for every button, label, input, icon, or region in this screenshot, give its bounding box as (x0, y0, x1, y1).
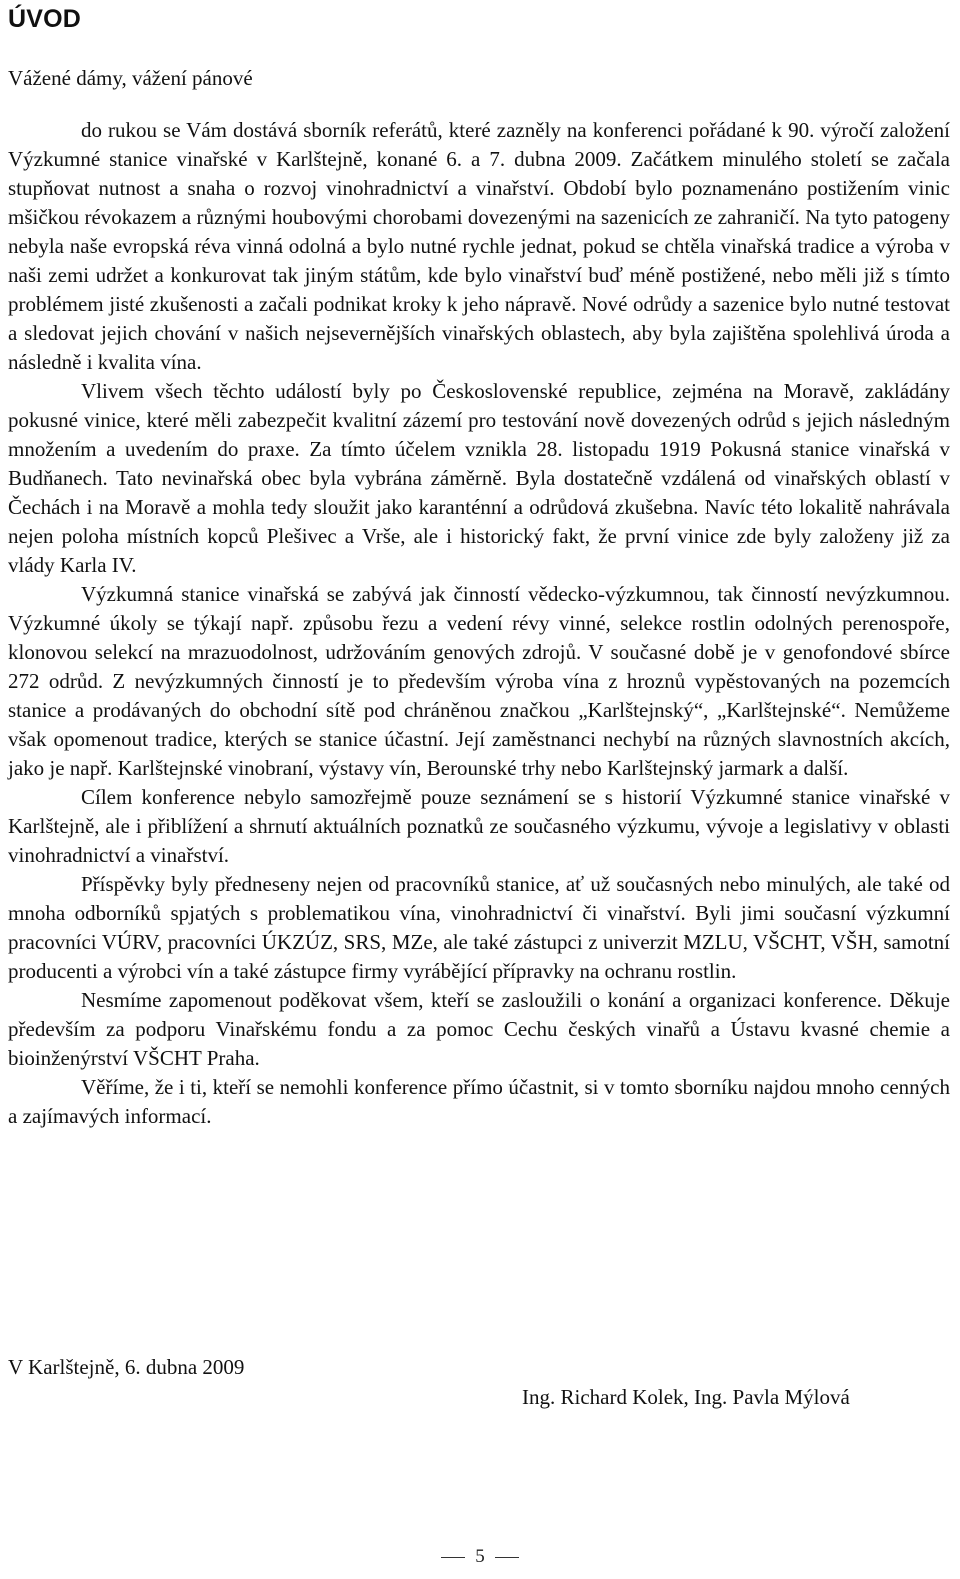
paragraph: Výzkumná stanice vinařská se zabývá jak činností vědecko-výzkumnou, tak činností nevýzkumnou. Výzkumné úkoly se týkají např. způsobu řezu a vedení révy vinné, selekce rostlin odolných perenospoře, klonovou selekcí na mrazuodolnost, udržováním genových zdrojů. V současné době je v genofondové sbírce 272 odrůd. Z nevýzkumných činností je to především výroba vína z hroznů vypěstovaných na pozemcích stanice a prodávaných do obchodní sítě pod chráněnou značkou „Karlštejnský“, „Karlštejnské“. Nemůžeme však opomenout tradice, kterých se stanice účastní. Její zaměstnanci nechybí na různých slavnostních akcích, jako je např. Karlštejnské vinobraní, výstavy vín, Berounské trhy nebo Karlštejnský jarmark a další. (8, 582, 950, 780)
salutation: Vážené dámy, vážení pánové (8, 66, 253, 90)
dash-decoration (495, 1557, 519, 1558)
paragraph: Věříme, že i ti, kteří se nemohli konference přímo účastnit, si v tomto sborníku najdou mnoho cenných a zajímavých informací. (8, 1075, 950, 1128)
place-date: V Karlštejně, 6. dubna 2009 (8, 1355, 245, 1379)
paragraph: Cílem konference nebylo samozřejmě pouze seznámení se s historií Výzkumné stanice vinařské v Karlštejně, ale i přiblížení a shrnutí aktuálních poznatků ze současného výzkumu, vývoje a legislativy v oblasti vinohradnictví a vinařství. (8, 785, 950, 867)
dash-decoration (441, 1557, 465, 1558)
authors-signature: Ing. Richard Kolek, Ing. Pavla Mýlová (522, 1385, 850, 1409)
page-number-footer (0, 1545, 960, 1569)
paragraph: Vlivem všech těchto událostí byly po Československé republice, zejména na Moravě, zakládány pokusné vinice, které měli zabezpečit kvalitní zázemí pro testování nově dovezených odrůd s jejich následným množením a uvedením do praxe. Za tímto účelem vznikla 28. listopadu 1919 Pokusná stanice vinařská v Budňanech. Tato nevinařská obec byla vybrána záměrně. Byla dostatečně vzdálená od vinařských oblastí v Čechách i na Moravě a mohla tedy sloužit jako karanténní a odrůdová zkušebna. Navíc této lokalitě nahrávala nejen poloha místních kopců Plešivec a Vrše, ale i historický fakt, že první vinice zde byly založeny již za vlády Karla IV. (8, 379, 950, 577)
page-number: 5 (475, 1546, 485, 1567)
paragraph: Příspěvky byly předneseny nejen od pracovníků stanice, ať už současných nebo minulých, ale také od mnoha odborníků spjatých s problematikou vína, vinohradnictví či vinařství. Byli jimi současní výzkumní pracovníci VÚRV, pracovníci ÚKZÚZ, SRS, MZe, ale také zástupci z univerzit MZLU, VŠCHT, VŠH, samotní producenti a výrobci vín a také zástupce firmy vyrábějící přípravky na ochranu rostlin. (8, 872, 950, 983)
page-title: ÚVOD (8, 5, 82, 33)
paragraph: do rukou se Vám dostává sborník referátů, které zazněly na konferenci pořádané k 90. výročí založení Výzkumné stanice vinařské v Karlštejně, konané 6. a 7. dubna 2009. Začátkem minulého století se začala stupňovat nutnost a snaha o rozvoj vinohradnictví a vinařství. Období bylo poznamenáno postižením vinic mšičkou révokazem a různými houbovými chorobami dovezenými na sazenicích ze zahraničí. Na tyto patogeny nebyla naše evropská réva vinná odolná a bylo nutné rychle jednat, pokud se chtěla vinařská tradice a výroba v naši zemi udržet a konkurovat tak jiným státům, kde bylo vinařství buď méně postižené, nebo měli již s tímto problémem jisté zkušenosti a začali podnikat kroky k jeho nápravě. Nové odrůdy a sazenice bylo nutné testovat a sledovat jejich chování v našich nejsevernějších vinařských oblastech, aby byla zajištěna spolehlivá úroda a následně i kvalita vína. (8, 118, 950, 374)
body-text (8, 116, 950, 1131)
paragraph: Nesmíme zapomenout poděkovat všem, kteří se zasloužili o konání a organizaci konference. Děkuje především za podporu Vinařskému fondu a za pomoc Cechu českých vinařů a Ústavu kvasné chemie a bioinženýrství VŠCHT Praha. (8, 988, 950, 1070)
